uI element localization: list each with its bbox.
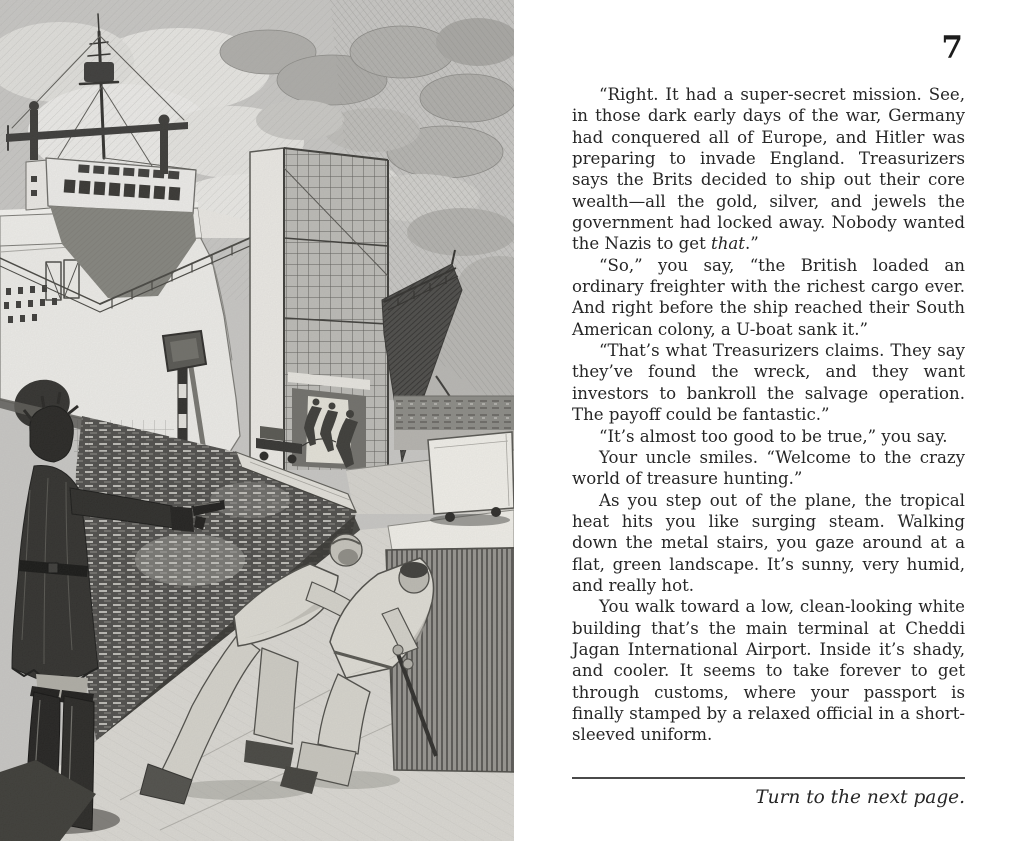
- story-paragraph: “So,” you say, “the British loaded an ordinary freighter with the richest cargo ever. And right before the ship reached their South American colony, a U-boat sank it.”: [572, 255, 965, 339]
- page-number: 7: [941, 30, 963, 66]
- story-paragraph: “Right. It had a super-secret mission. See, in those dark early days of the war, Germany had conquered all of Europe, and Hitler was preparing to invade England. Treasurizers says the Brits decided to ship out their core wealth—all the gold, silver, and jewels the government had locked away. Nobody wanted the Nazis to get that.”: [572, 85, 965, 254]
- page-footer: [572, 777, 965, 811]
- story-paragraph: “That’s what Treasurizers claims. They say they’ve found the wreck, and they want investors to bankroll the salvage operation. The payoff could be fantastic.”: [572, 341, 965, 425]
- text-page: [514, 0, 1024, 841]
- story-paragraph: You walk toward a low, clean-looking white building that’s the main terminal at Cheddi Jagan International Airport. Inside it’s shady, and cooler. It seems to take forever to get through customs, where your passport is finally stamped by a relaxed official in a short-sleeved uniform.: [572, 597, 965, 745]
- footer-rule: [572, 777, 965, 779]
- story-paragraphs: [572, 84, 965, 746]
- story-paragraph: “It’s almost too good to be true,” you say.: [599, 426, 948, 446]
- turn-instruction: Turn to the next page.: [755, 787, 965, 808]
- story-paragraph: Your uncle smiles. “Welcome to the crazy world of treasure hunting.”: [572, 447, 965, 489]
- story-paragraph: As you step out of the plane, the tropical heat hits you like surging steam. Walking down the metal stairs, you gaze around at a flat, green landscape. It’s sunny, very humid, and really hot.: [572, 490, 965, 595]
